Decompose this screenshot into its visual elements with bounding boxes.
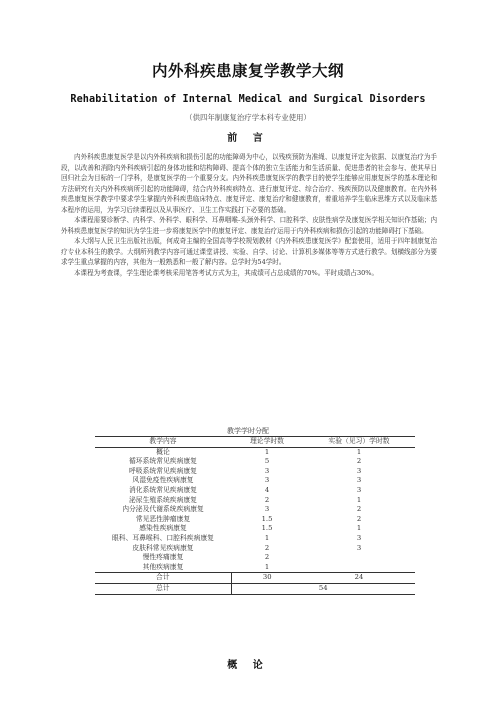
table-row bbox=[95, 553, 415, 563]
total-hours: 54 bbox=[231, 583, 415, 594]
table-row bbox=[95, 505, 415, 515]
paragraph: 本大纲与人民卫生出版社出版，何成奇主编的全国高等学校规划教材《内外科疾患康复医学》配套使用，适用于四年制康复治疗专业本科生的教学。大纲所列教学内容可通过课堂讲授、实验、自学、讨论、计算机多媒体等等方式进行教学。划横线部分为要求学生重点掌握的内容，其他为一般熟悉和一般了解内容。总学时为54学时。 bbox=[61, 237, 437, 266]
cell-theory: 3 bbox=[264, 476, 270, 485]
english-subtitle: Rehabilitation of Internal Medical and Surgical Disorders bbox=[70, 94, 426, 105]
cell-lab: 2 bbox=[356, 514, 362, 523]
cell-theory: 2 bbox=[264, 495, 270, 504]
table-row bbox=[95, 524, 415, 534]
preface-body bbox=[61, 152, 437, 278]
cell-content: 常见恶性肿瘤康复 bbox=[135, 514, 191, 523]
cell-theory: 3 bbox=[264, 466, 270, 475]
cell-lab: 2 bbox=[356, 505, 362, 514]
total-row bbox=[95, 583, 415, 594]
subtotal-theory: 30 bbox=[231, 573, 303, 584]
cell-lab: 3 bbox=[356, 476, 362, 485]
total-label: 总计 bbox=[95, 583, 231, 594]
cell-theory: 1.5 bbox=[261, 514, 273, 523]
table-row bbox=[95, 476, 415, 486]
table-row bbox=[95, 486, 415, 496]
cell-theory: 1 bbox=[264, 533, 270, 542]
cell-content: 概论 bbox=[156, 447, 170, 456]
cell-lab: 3 bbox=[356, 533, 362, 542]
cell-theory: 5 bbox=[264, 457, 270, 466]
cell-theory: 1 bbox=[264, 447, 270, 456]
cell-theory: 4 bbox=[264, 485, 270, 494]
audience-note: （供四年制康复治疗学本科专业使用） bbox=[185, 113, 311, 122]
cell-lab: 3 bbox=[356, 485, 362, 494]
hours-allocation-table bbox=[95, 436, 415, 595]
table-row bbox=[95, 457, 415, 467]
preface-heading: 前 言 bbox=[227, 133, 269, 144]
cell-lab: 2 bbox=[356, 457, 362, 466]
cell-content: 泌尿生殖系统疾病康复 bbox=[129, 495, 197, 504]
cell-content: 消化系统常见疾病康复 bbox=[129, 485, 197, 494]
cell-content: 眼科、耳鼻喉科、口腔科疾病康复 bbox=[112, 533, 214, 542]
header-theory-hours: 理论学时数 bbox=[231, 437, 303, 448]
subtotal-label: 合计 bbox=[95, 573, 231, 584]
cell-theory: 1.5 bbox=[261, 524, 273, 533]
cell-content: 循环系统常见疾病康复 bbox=[129, 457, 197, 466]
subtotal-row bbox=[95, 573, 415, 584]
cell-content: 呼吸系统常见疾病康复 bbox=[129, 466, 197, 475]
cell-theory: 2 bbox=[264, 553, 270, 562]
cell-lab: 1 bbox=[356, 447, 362, 456]
cell-lab: 3 bbox=[356, 466, 362, 475]
cell-lab bbox=[303, 563, 415, 573]
cell-lab bbox=[303, 553, 415, 563]
paragraph: 内外科疾患康复医学是以内外科疾病和损伤引起的功能障碍为中心，以残疾预防为准绳、以康复评定为依据、以康复治疗为手段，以改善和消除内外科疾病引起的身体功能和结构障碍、提高个体的独立生活能力和生活质量、促进患者的社会参与、使其早日回归社会为目标的一门学科，是康复医学的一个重要分支。内外科疾患康复医学的教学目的使学生能够应用康复医学的基本理论和方法研究有关内外科疾病所引起的功能障碍，结合内外科疾病特点、进行康复评定、综合治疗、残疾预防以及健康教育。在内外科疾患康复医学教学中要求学生掌握内外科疾患临床特点、康复评定、康复治疗和健康教育，着重培养学生临床思维方式以及临床基本程序的运用，为学习后续课程以及从事医疗、卫生工作实践打下必要的基础。 bbox=[61, 153, 437, 214]
cell-content: 内分泌及代谢系统疾病康复 bbox=[122, 505, 204, 514]
table-row bbox=[95, 467, 415, 477]
table-row bbox=[95, 496, 415, 506]
table-row bbox=[95, 534, 415, 544]
paragraph: 本课程为考查课，学生理论课考核采用笔答考试方式为主，其成绩可占总成绩的70%。平时成绩占30%。 bbox=[74, 268, 379, 277]
cell-content: 风湿免疫性疾病康复 bbox=[132, 476, 194, 485]
cell-theory: 3 bbox=[264, 505, 270, 514]
subtotal-lab: 24 bbox=[303, 573, 415, 584]
cell-content: 皮肤科常见疾病康复 bbox=[132, 543, 194, 552]
cell-content: 感染性疾病康复 bbox=[139, 524, 187, 533]
cell-lab: 1 bbox=[356, 495, 362, 504]
header-content: 教学内容 bbox=[95, 437, 231, 448]
cell-lab: 1 bbox=[356, 524, 362, 533]
header-lab-hours: 实验（见习）学时数 bbox=[303, 437, 415, 448]
table-row bbox=[95, 544, 415, 554]
table-row bbox=[95, 447, 415, 457]
table-row bbox=[95, 515, 415, 525]
cell-theory: 2 bbox=[264, 543, 270, 552]
document-title: 内外科疾患康复学教学大纲 bbox=[151, 62, 344, 80]
cell-content: 其他疾病康复 bbox=[142, 562, 184, 571]
table-row bbox=[95, 563, 415, 573]
table-caption: 教学学时分配 bbox=[227, 427, 269, 435]
cell-content: 慢性疼痛康复 bbox=[142, 553, 184, 562]
overview-heading: 概 论 bbox=[227, 660, 269, 671]
paragraph: 本课程需要诊断学、内科学、外科学、眼科学、耳鼻咽喉-头颈外科学、口腔科学、皮肤性病学及康复医学相关知识作基础；内外科疾患康复医学的知识为学生进一步将康复医学中的康复评定、康复治疗运用于内外科疾病和损伤引起的功能障碍打下基础。 bbox=[61, 216, 437, 235]
table-header-row bbox=[95, 437, 415, 448]
cell-theory: 1 bbox=[264, 562, 270, 571]
cell-lab: 3 bbox=[356, 543, 362, 552]
